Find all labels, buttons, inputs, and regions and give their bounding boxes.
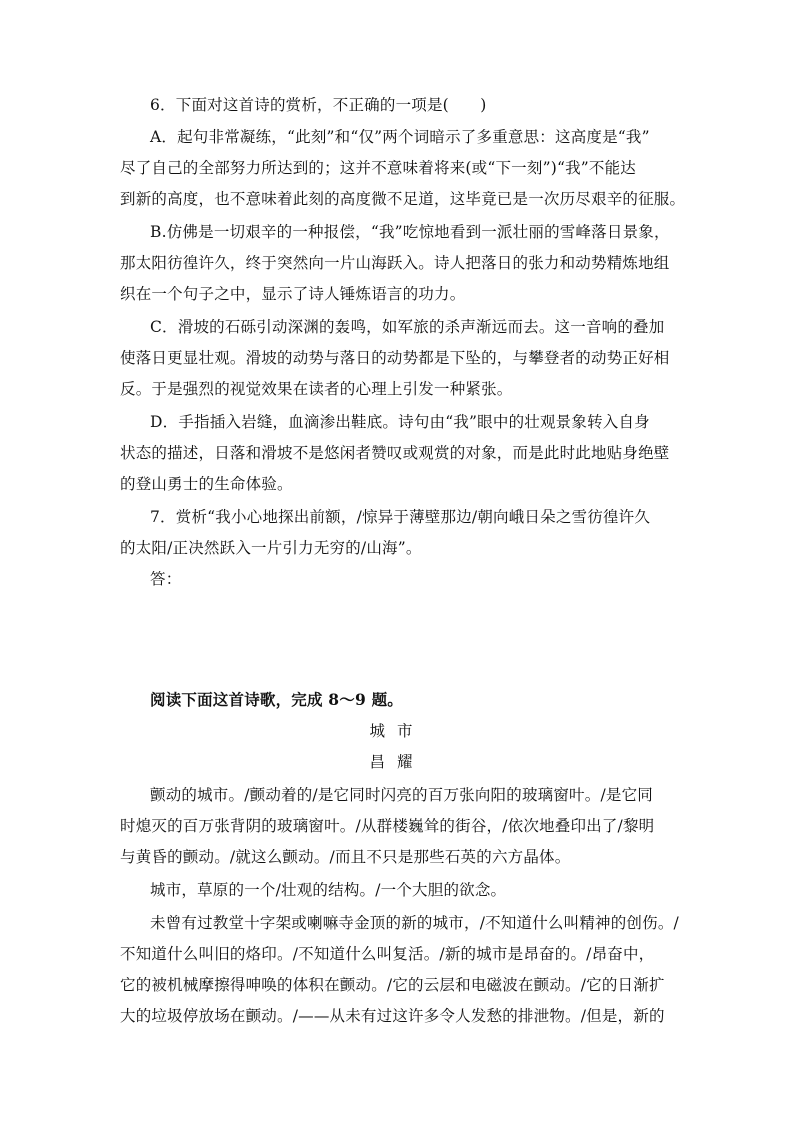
poem-author: 昌耀	[369, 753, 425, 771]
poem-paragraph-1-line-2: 时熄灭的百万张背阴的玻璃窗叶。/从群楼巍耸的街谷，/依次地叠印出了/黎明	[120, 817, 655, 835]
option-a-line-3: 到新的高度，也不意味着此刻的高度微不足道，这毕竟已是一次历尽艰辛的征服。	[120, 190, 686, 208]
option-c-line-2: 使落日更显壮观。滑坡的动势与落日的动势都是下坠的，与攀登者的动势正好相	[120, 349, 670, 367]
option-c-line-3: 反。于是强烈的视觉效果在读者的心理上引发一种紧张。	[120, 380, 513, 398]
option-c-line-1: C．滑坡的石砾引动深渊的轰鸣，如军旅的杀声渐远而去。这一音响的叠加	[150, 318, 665, 336]
option-b-line-1: B.仿佛是一切艰辛的一种报偿，“我”吃惊地看到一派壮丽的雪峰落日景象，	[150, 223, 670, 241]
poem-paragraph-3-line-2: 不知道什么叫旧的烙印。/不知道什么叫复活。/新的城市是昂奋的。/昂奋中，	[120, 945, 655, 963]
question-6-stem: 6．下面对这首诗的赏析，不正确的一项是( )	[150, 96, 487, 114]
poem-title: 城市	[369, 722, 425, 740]
option-a-line-2: 尽了自己的全部努力所达到的；这并不意味着将来(或“下一刻”)“我”不能达	[120, 159, 636, 177]
option-b-line-3: 织在一个句子之中，显示了诗人锤炼语言的功力。	[120, 285, 466, 303]
poem-paragraph-3-line-3: 它的被机械摩擦得呻唤的体积在颤动。/它的云层和电磁波在颤动。/它的日渐扩	[120, 976, 665, 994]
poem-paragraph-3-line-1: 未曾有过教堂十字架或喇嘛寺金顶的新的城市，/不知道什么叫精神的创伤。/	[150, 914, 679, 932]
option-d-line-1: D．手指插入岩缝，血滴渗出鞋底。诗句由“我”眼中的壮观景象转入自身	[150, 413, 650, 431]
question-7-line-1: 7．赏析“我小心地探出前额，/惊异于薄壁那边/朝向峨日朵之雪彷徨许久	[150, 508, 651, 526]
poem-paragraph-3-line-4: 大的垃圾停放场在颤动。/——从未有过这许多令人发愁的排泄物。/但是，新的	[120, 1007, 665, 1025]
option-b-line-2: 那太阳彷徨许久，终于突然向一片山海跃入。诗人把落日的张力和动势精炼地组	[120, 254, 670, 272]
option-d-line-2: 状态的描述，日落和滑坡不是悠闲者赞叹或观赏的对象，而是此时此地贴身绝壁	[120, 444, 670, 462]
poem-paragraph-1-line-3: 与黄昏的颤动。/就这么颤动。/而且不只是那些石英的六方晶体。	[120, 848, 571, 866]
question-7-line-2: 的太阳/正决然跃入一片引力无穷的/山海”。	[120, 539, 422, 557]
poem-paragraph-1-line-1: 颤动的城市。/颤动着的/是它同时闪亮的百万张向阳的玻璃窗叶。/是它同	[150, 786, 653, 804]
answer-label: 答：	[150, 570, 182, 588]
poem-paragraph-2-line-1: 城市，草原的一个/壮观的结构。/一个大胆的欲念。	[150, 881, 507, 899]
option-a-line-1: A．起句非常凝练，“此刻”和“仅”两个词暗示了多重意思：这高度是“我”	[150, 128, 650, 146]
reading-instruction: 阅读下面这首诗歌，完成 8～9 题。	[150, 690, 403, 709]
option-d-line-3: 的登山勇士的生命体验。	[120, 475, 293, 493]
